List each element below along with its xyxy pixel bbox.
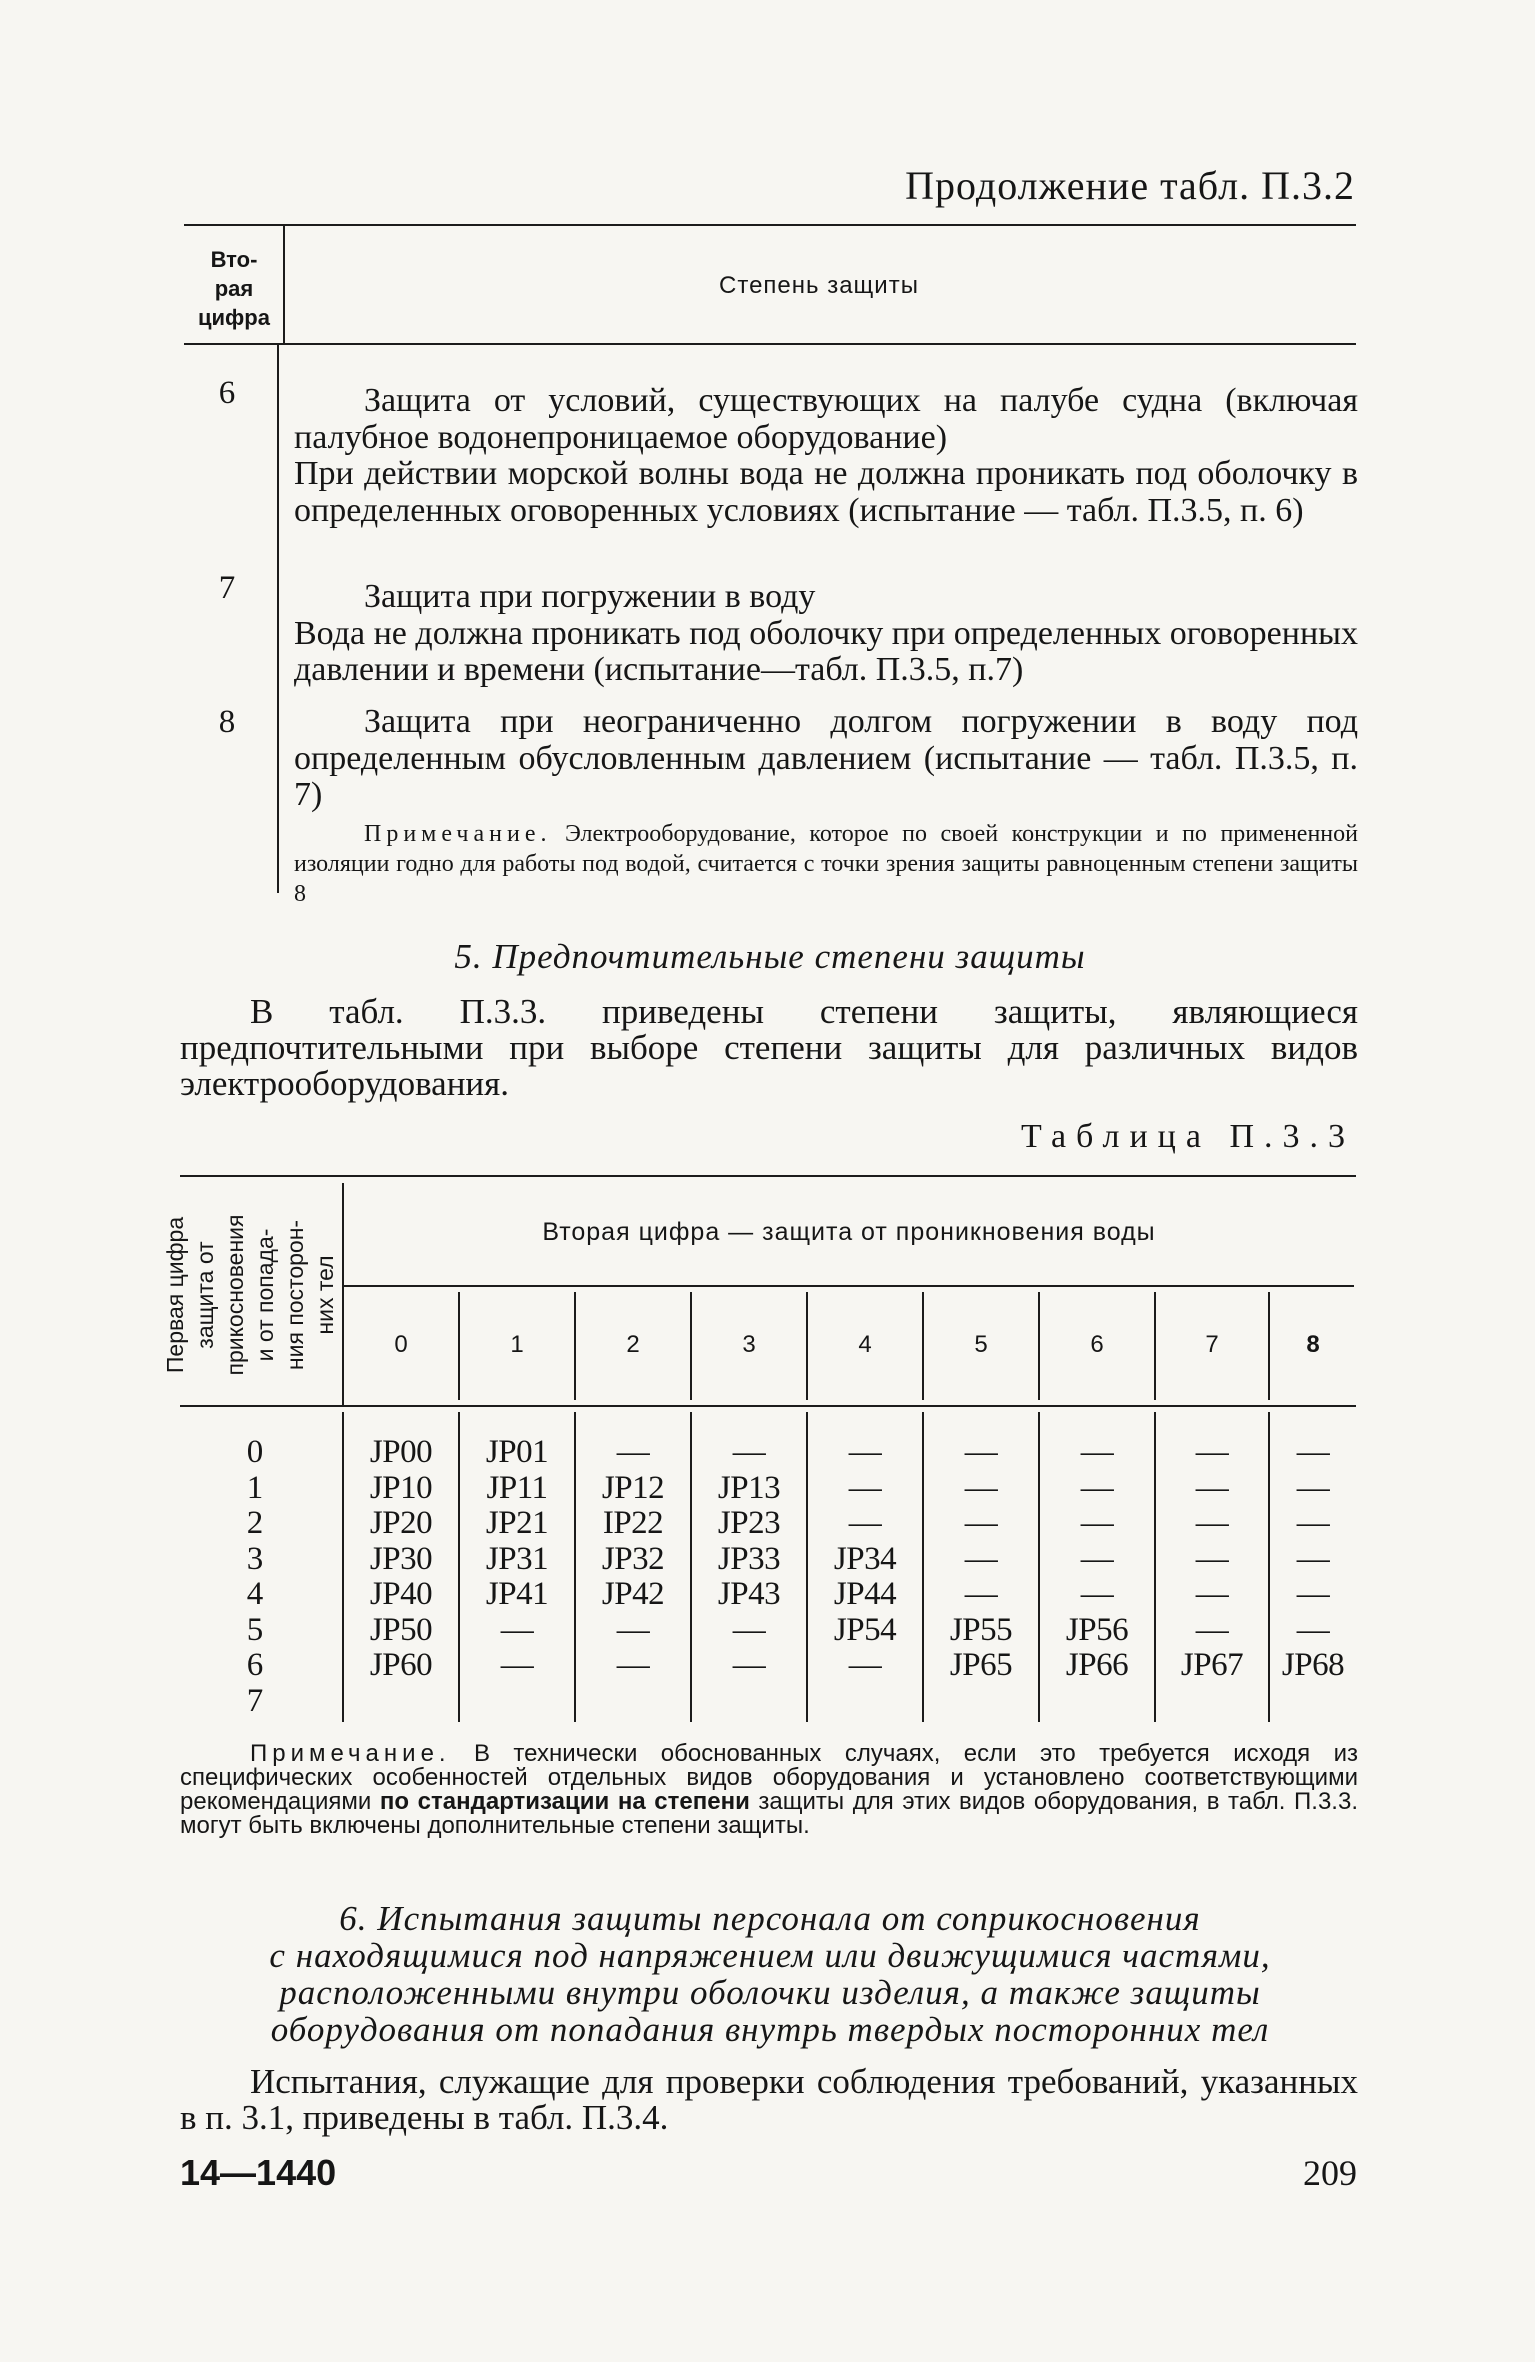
table2-cell: JP13: [717, 1469, 781, 1506]
table2-cell: JP31: [485, 1540, 549, 1577]
section6-title-line: оборудования от попадания внутрь твердых посторонних тел: [270, 2010, 1270, 2049]
table2-cell: —: [1195, 1469, 1229, 1506]
table2-column-header: 2: [626, 1331, 640, 1358]
table2-cell: JP44: [833, 1576, 897, 1612]
table2-row-header: [160, 1180, 340, 1410]
table2-row-label: 5: [246, 1611, 264, 1648]
table2-cell: JP00: [369, 1434, 433, 1470]
table2-cell: JP55: [949, 1611, 1013, 1648]
table2-cell: —: [500, 1611, 534, 1648]
table2-cell: —: [1296, 1540, 1330, 1577]
note-text: Электрооборудование, которое по своей конструкции и по примененной изоляции годно для работы под водой, считается с точки зрения защиты равноценным степени защиты 8: [294, 821, 1358, 907]
table2-cell: —: [1296, 1576, 1330, 1612]
note-text: В технически обоснованных случаях, если это требуется исходя из специфических особенностей отдельных видов оборудования и установлено соответствующими рекомендациями: [180, 1740, 1358, 1815]
table2-column-header: 4: [858, 1331, 872, 1358]
table2-cell: —: [1296, 1469, 1330, 1506]
table2-cell: —: [616, 1647, 650, 1683]
row-title: Защита от условий, существующих на палубе судна (включая палубное водонепроницаемое оборудование): [294, 382, 1358, 456]
table2-cell: JP40: [369, 1576, 433, 1612]
table2-cell: —: [1296, 1611, 1330, 1648]
table2-row-label: 0: [246, 1434, 264, 1470]
row-header-line: них тел: [311, 1255, 338, 1335]
table2-cell: —: [1296, 1505, 1330, 1541]
table2-cell: —: [1195, 1576, 1229, 1612]
table1-col-header-title: Степень защиты: [719, 272, 919, 299]
table2-cell: —: [1080, 1576, 1114, 1612]
table2-row-label: 2: [246, 1505, 264, 1541]
table2-column-header: 3: [742, 1331, 756, 1358]
note-label: Примечание.: [364, 821, 552, 847]
section6-title: [180, 1900, 1360, 2048]
section6-title-line: 6. Испытания защиты персонала от соприкосновения: [339, 1899, 1201, 1938]
table2-cell: —: [964, 1434, 998, 1470]
section6-paragraph: Испытания, служащие для проверки соблюдения требований, указанных в п. 3.1, приведены в табл. П.3.4.: [180, 2062, 1358, 2137]
table2-row-label: 3: [246, 1540, 264, 1577]
table2-cell: JP42: [601, 1576, 665, 1612]
table1-row-number: 8: [218, 704, 236, 740]
table2-header-rule: [180, 1405, 1356, 1407]
table2-title-rule: [342, 1285, 1354, 1287]
table1-row-content: [294, 579, 1358, 689]
note-text: защиты для этих видов оборудования, в табл. П.3.3. могут быть включены дополнительные степени защиты.: [180, 1788, 1358, 1839]
row-title: Защита при погружении в воду: [364, 578, 816, 615]
table2-cell: JP01: [485, 1434, 549, 1470]
table2-cell: JP11: [486, 1469, 548, 1506]
table1-row-content: [294, 383, 1358, 529]
table2-cell: —: [1195, 1505, 1229, 1541]
table2-cell: JP66: [1065, 1647, 1129, 1683]
table2-cell: JP32: [601, 1540, 665, 1577]
table2-cell: —: [732, 1434, 766, 1470]
table2-cell: —: [964, 1576, 998, 1612]
table2-cell: JP12: [601, 1469, 665, 1506]
table2-cell: —: [732, 1611, 766, 1648]
row-title: Защита при неограниченно долгом погружении в воду под определенным обусловленным давлением (испытание — табл. П.3.5, п. 7): [294, 703, 1358, 813]
section6-title-line: расположенными внутри оболочки изделия, а также защиты: [279, 1973, 1261, 2012]
table2-cell: —: [1195, 1540, 1229, 1577]
continuation-header: Продолжение табл. П.3.2: [905, 163, 1355, 208]
table2-cell: —: [500, 1647, 534, 1683]
table2-note: [180, 1742, 1358, 1838]
table1-note: [294, 819, 1358, 909]
row-description: Вода не должна проникать под оболочку при определенных оговоренных давлении и времени (испытание—табл. П.3.5, п.7): [294, 614, 1358, 688]
row-description: При действии морской волны вода не должна проникать под оболочку в определенных оговоренных условиях (испытание — табл. П.3.5, п. 6): [294, 455, 1358, 529]
table2-row-label: 6: [246, 1647, 264, 1683]
table2-cell: JP67: [1180, 1647, 1244, 1683]
table2-cell: —: [616, 1611, 650, 1648]
table2-cell: JP56: [1065, 1611, 1129, 1648]
table2-column-divider: [342, 1183, 344, 1405]
table2-cell: JP60: [369, 1647, 433, 1683]
table2-cell: JP50: [369, 1611, 433, 1648]
table2-column-header: 0: [394, 1331, 408, 1358]
section5-title: 5. Предпочтительные степени защиты: [454, 937, 1086, 976]
header-line: рая: [214, 276, 254, 301]
table2-row-label: 1: [246, 1469, 264, 1506]
row-header-line: ния посторон-: [281, 1219, 308, 1371]
table2-cell: JP21: [485, 1505, 549, 1541]
table1-column-divider: [283, 226, 285, 343]
table2-column-header: 5: [974, 1331, 988, 1358]
table2-row-label: 4: [246, 1576, 264, 1612]
table2-cell: JP41: [485, 1576, 549, 1612]
note-text-bold: по стандартизации на степени: [379, 1788, 750, 1815]
table2-cell: —: [1080, 1505, 1114, 1541]
table2-cell: —: [732, 1647, 766, 1683]
table2-cell: —: [1195, 1611, 1229, 1648]
table1-col-header-digit: [186, 245, 282, 332]
table2-cell: —: [848, 1469, 882, 1506]
header-line: цифра: [198, 305, 270, 330]
table2-cell: —: [1195, 1434, 1229, 1470]
table2-row-label: 7: [246, 1682, 264, 1719]
table2-cell: —: [1080, 1540, 1114, 1577]
table2-cell: JP65: [949, 1647, 1013, 1683]
table1-row-content: [294, 704, 1358, 814]
row-header-line: защита от: [191, 1241, 218, 1349]
note-label: Примечание.: [250, 1740, 451, 1767]
table2-cell: JP54: [833, 1611, 897, 1648]
table1-column-divider: [277, 343, 279, 893]
section5-paragraph: В табл. П.3.3. приведены степени защиты, являющиеся предпочтительными при выборе степени защиты для различных видов электрооборудования.: [180, 992, 1358, 1103]
table2-title: Вторая цифра — защита от проникновения воды: [542, 1218, 1156, 1246]
row-header-line: прикосновения: [221, 1214, 248, 1376]
table2-cell: JP43: [717, 1576, 781, 1612]
section6-text: [180, 2064, 1358, 2136]
table2-cell: JP30: [369, 1540, 433, 1577]
table2-cell: —: [964, 1505, 998, 1541]
table1-row-number: 6: [218, 375, 236, 411]
page-number: 209: [1303, 2153, 1357, 2193]
table1-header-rule: [184, 343, 1356, 345]
table2-cell: —: [616, 1434, 650, 1470]
table2-caption: Таблица П.3.3: [1021, 1118, 1355, 1155]
table2-cell: IP22: [602, 1505, 664, 1541]
table2-cell: JP34: [833, 1540, 897, 1577]
signature-mark: 14—1440: [180, 2152, 337, 2193]
section6-title-line: с находящимися под напряжением или движущимися частями,: [269, 1936, 1271, 1975]
table2-cell: —: [1080, 1434, 1114, 1470]
table1-row-number: 7: [218, 570, 236, 606]
table2-cell: —: [848, 1505, 882, 1541]
table2-column-header: 8: [1306, 1331, 1320, 1358]
table2-cell: —: [848, 1647, 882, 1683]
table2-cell: —: [964, 1540, 998, 1577]
table2-cell: —: [848, 1434, 882, 1470]
section5-text: [180, 994, 1358, 1102]
table2-column-header: 6: [1090, 1331, 1104, 1358]
table2-top-rule: [180, 1175, 1356, 1177]
table2-column-header: 1: [510, 1331, 524, 1358]
table2-cell: JP68: [1281, 1647, 1345, 1683]
row-header-line: Первая цифра: [161, 1216, 188, 1374]
row-header-line: и от попада-: [251, 1228, 278, 1362]
table2-cell: —: [1080, 1469, 1114, 1506]
table2-cell: —: [964, 1469, 998, 1506]
table2-cell: JP10: [369, 1469, 433, 1506]
table2-cell: JP20: [369, 1505, 433, 1541]
table2-cell: —: [1296, 1434, 1330, 1470]
table2-cell: JP23: [717, 1505, 781, 1541]
header-line: Вто-: [210, 247, 258, 272]
table1-top-rule: [184, 224, 1356, 226]
table2-cell: JP33: [717, 1540, 781, 1577]
table2-column-header: 7: [1205, 1331, 1219, 1358]
